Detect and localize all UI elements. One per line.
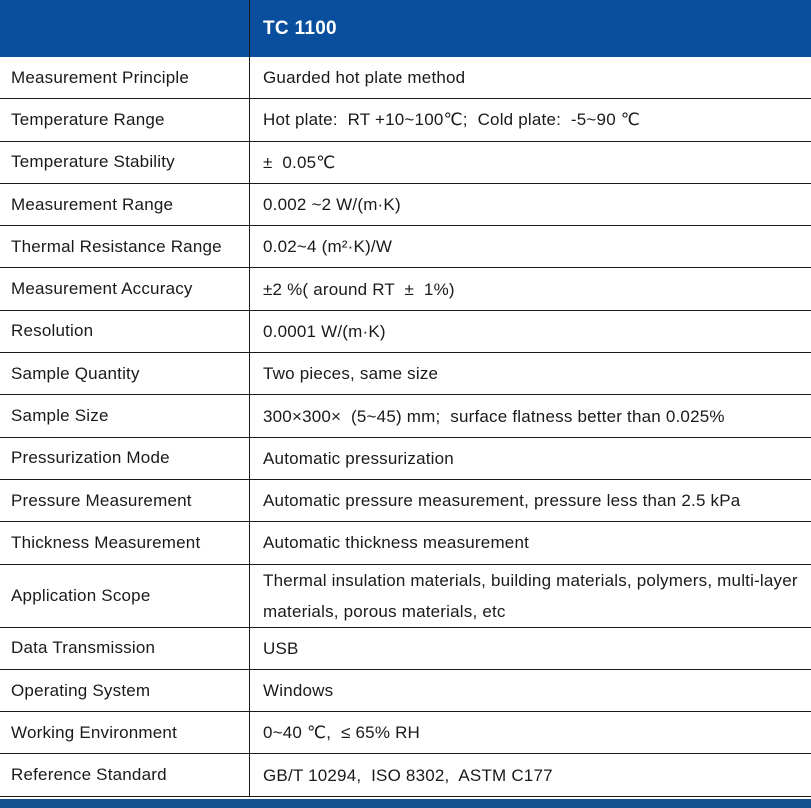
table-row (0, 353, 811, 395)
spec-label: Thickness Measurement (11, 532, 201, 552)
spec-label: Measurement Range (11, 194, 174, 214)
spec-label-cell (0, 57, 250, 98)
table-row (0, 522, 811, 564)
spec-label: Measurement Principle (11, 67, 190, 87)
spec-label: Operating System (11, 680, 151, 700)
spec-value: Automatic thickness measurement (263, 533, 530, 553)
spec-label-cell (0, 754, 250, 795)
spec-label-cell (0, 353, 250, 394)
spec-value: USB (263, 638, 299, 658)
footer-accent-bar (0, 799, 811, 808)
table-row (0, 184, 811, 226)
spec-label: Temperature Range (11, 109, 165, 129)
spec-label: Measurement Accuracy (11, 279, 193, 299)
spec-value-cell (250, 184, 811, 225)
spec-value: 0.02~4 (m²·K)/W (263, 237, 393, 257)
spec-label-cell (0, 628, 250, 669)
spec-value: Two pieces, same size (263, 364, 439, 384)
spec-label-cell (0, 522, 250, 563)
spec-value-cell (250, 57, 811, 98)
spec-value-cell (250, 311, 811, 352)
product-title: TC 1100 (263, 17, 337, 39)
spec-value-cell (250, 142, 811, 183)
table-row (0, 311, 811, 353)
spec-value: Automatic pressurization (263, 448, 454, 468)
spec-label-cell (0, 480, 250, 521)
spec-label: Reference Standard (11, 765, 167, 785)
spec-label-cell (0, 670, 250, 711)
spec-value-cell (250, 226, 811, 267)
table-row (0, 565, 811, 628)
spec-label-cell (0, 226, 250, 267)
spec-value-cell (250, 99, 811, 140)
table-row (0, 99, 811, 141)
spec-label: Data Transmission (11, 638, 156, 658)
spec-value: 0.002 ~2 W/(m·K) (263, 195, 401, 215)
spec-label-cell (0, 395, 250, 436)
header-model-cell (250, 0, 811, 57)
spec-value-cell (250, 565, 811, 627)
spec-value-cell (250, 395, 811, 436)
spec-value-cell (250, 480, 811, 521)
spec-value-cell (250, 353, 811, 394)
spec-value: ± 0.05℃ (263, 152, 336, 172)
spec-label: Resolution (11, 321, 94, 341)
spec-value-cell (250, 268, 811, 309)
spec-label: Pressurization Mode (11, 448, 170, 468)
spec-value: 300×300× (5~45) mm; surface flatness better than 0.025% (263, 406, 725, 426)
table-header-row (0, 0, 811, 57)
table-row (0, 712, 811, 754)
spec-value-cell (250, 670, 811, 711)
spec-value: Thermal insulation materials, building materials, polymers, multi-layer materials, porous materials, etc (263, 570, 803, 621)
spec-label: Sample Size (11, 406, 109, 426)
spec-label-cell (0, 712, 250, 753)
spec-value: GB/T 10294, ISO 8302, ASTM C177 (263, 765, 553, 785)
table-body (0, 57, 811, 797)
spec-label-cell (0, 268, 250, 309)
table-row (0, 142, 811, 184)
spec-value-cell (250, 712, 811, 753)
spec-label: Sample Quantity (11, 363, 140, 383)
table-row (0, 395, 811, 437)
table-row (0, 226, 811, 268)
spec-value: Hot plate: RT +10~100℃; Cold plate: -5~90 ℃ (263, 110, 641, 130)
spec-label-cell (0, 99, 250, 140)
header-empty-cell (0, 0, 250, 57)
spec-label: Thermal Resistance Range (11, 236, 222, 256)
spec-value: 0~40 ℃, ≤ 65% RH (263, 723, 421, 743)
spec-label: Pressure Measurement (11, 490, 192, 510)
table-row (0, 670, 811, 712)
spec-value: ±2 %( around RT ± 1%) (263, 279, 455, 299)
table-row (0, 754, 811, 796)
spec-value: Windows (263, 681, 334, 700)
spec-value: Automatic pressure measurement, pressure less than 2.5 kPa (263, 491, 741, 511)
spec-label-cell (0, 184, 250, 225)
spec-value: Guarded hot plate method (263, 68, 466, 88)
table-row (0, 438, 811, 480)
spec-value-cell (250, 522, 811, 563)
spec-label-cell (0, 438, 250, 479)
spec-label-cell (0, 565, 250, 627)
spec-label-cell (0, 142, 250, 183)
spec-label: Application Scope (11, 585, 151, 605)
spec-value-cell (250, 438, 811, 479)
spec-label: Working Environment (11, 722, 177, 742)
spec-value-cell (250, 628, 811, 669)
table-row (0, 57, 811, 99)
spec-label-cell (0, 311, 250, 352)
spec-value: 0.0001 W/(m·K) (263, 321, 386, 341)
table-row (0, 480, 811, 522)
table-row (0, 268, 811, 310)
table-row (0, 628, 811, 670)
spec-label: Temperature Stability (11, 152, 175, 172)
spec-value-cell (250, 754, 811, 795)
